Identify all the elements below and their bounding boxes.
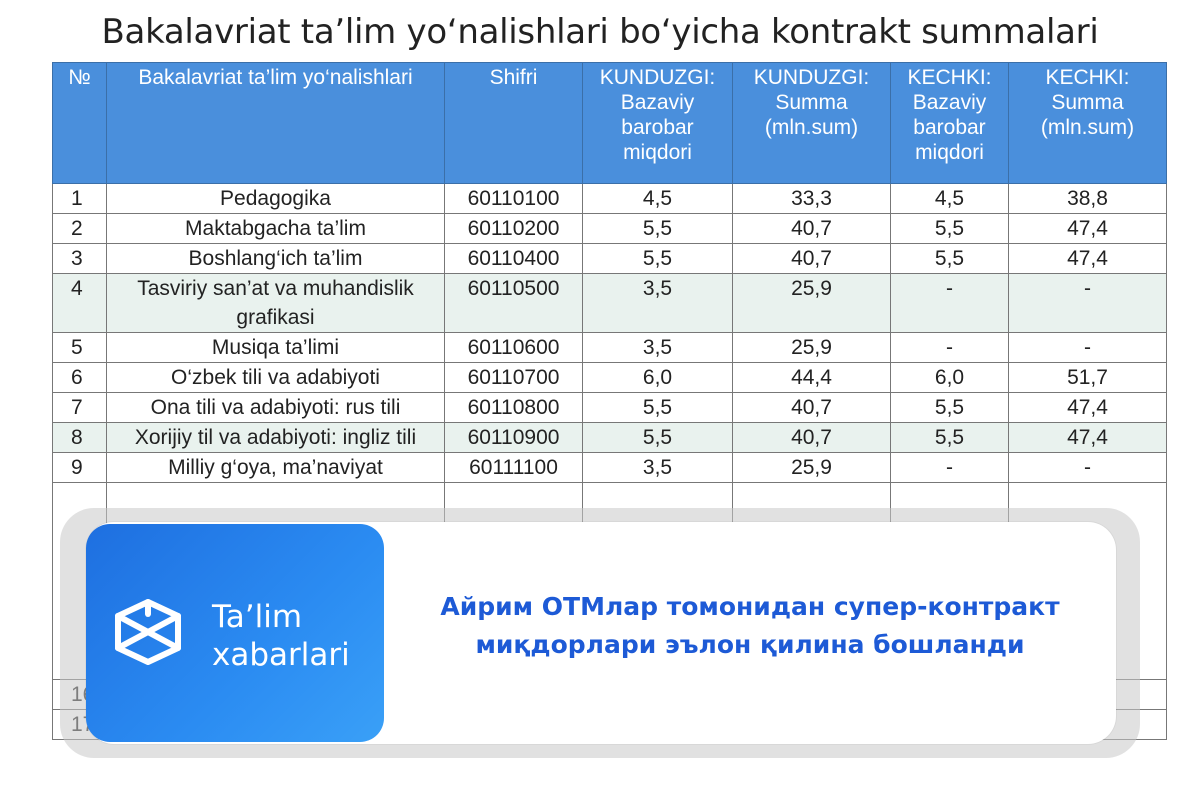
evening-base: -	[891, 333, 1009, 363]
day-base: 3,5	[583, 274, 733, 333]
evening-sum: 51,7	[1009, 363, 1167, 393]
program-name: Maktabgacha ta’lim	[107, 214, 445, 244]
program-name: Musiqa ta’limi	[107, 333, 445, 363]
row-number: 6	[53, 363, 107, 393]
program-name: Boshlang‘ich ta’lim	[107, 244, 445, 274]
row-number: 7	[53, 393, 107, 423]
evening-base: -	[891, 274, 1009, 333]
evening-sum: 47,4	[1009, 423, 1167, 453]
day-sum: 40,7	[733, 214, 891, 244]
evening-sum: 47,4	[1009, 244, 1167, 274]
header-cell: KUNDUZGI: Summa (mln.sum)	[733, 63, 891, 184]
brand-name	[212, 598, 350, 674]
evening-base: 5,5	[891, 214, 1009, 244]
program-code: 60110900	[445, 423, 583, 453]
row-number: 4	[53, 274, 107, 333]
day-base: 3,5	[583, 453, 733, 483]
row-number: 8	[53, 423, 107, 453]
evening-base: 6,0	[891, 363, 1009, 393]
header-cell: №	[53, 63, 107, 184]
evening-sum: -	[1009, 453, 1167, 483]
program-code: 60110700	[445, 363, 583, 393]
day-base: 6,0	[583, 363, 733, 393]
evening-base: 5,5	[891, 244, 1009, 274]
program-code: 60111100	[445, 453, 583, 483]
evening-sum: -	[1009, 274, 1167, 333]
evening-base: 5,5	[891, 393, 1009, 423]
table-row	[53, 274, 1167, 333]
evening-base: 4,5	[891, 184, 1009, 214]
header-cell: KECHKI: Summa (mln.sum)	[1009, 63, 1167, 184]
evening-base: 5,5	[891, 423, 1009, 453]
evening-sum: 38,8	[1009, 184, 1167, 214]
page-title: Bakalavriat ta’lim yo‘nalishlari bo‘yicha kontrakt summalari	[101, 12, 1099, 52]
program-name: Milliy g‘oya, ma’naviyat	[107, 453, 445, 483]
program-code: 60110400	[445, 244, 583, 274]
program-name: Pedagogika	[107, 184, 445, 214]
day-base: 5,5	[583, 423, 733, 453]
day-base: 3,5	[583, 333, 733, 363]
evening-base: -	[891, 453, 1009, 483]
brand-line2: xabarlari	[212, 637, 350, 673]
brand-logo	[86, 524, 384, 742]
day-base: 5,5	[583, 244, 733, 274]
header-cell: Bakalavriat ta’lim yo‘nalishlari	[107, 63, 445, 184]
news-headline	[400, 588, 1100, 664]
day-sum: 25,9	[733, 274, 891, 333]
table-row	[53, 453, 1167, 483]
day-sum: 40,7	[733, 423, 891, 453]
brand-line1: Ta’lim	[212, 599, 303, 635]
day-sum: 40,7	[733, 244, 891, 274]
program-code: 60110100	[445, 184, 583, 214]
evening-sum: 47,4	[1009, 393, 1167, 423]
row-number: 2	[53, 214, 107, 244]
table-row	[53, 244, 1167, 274]
table-row	[53, 333, 1167, 363]
row-number: 1	[53, 184, 107, 214]
program-code: 60110600	[445, 333, 583, 363]
program-name: Ona tili va adabiyoti: rus tili	[107, 393, 445, 423]
headline-line1: Айрим ОТМлар томонидан супер-контракт	[440, 592, 1060, 621]
program-code: 60110800	[445, 393, 583, 423]
program-name: Xorijiy til va adabiyoti: ingliz tili	[107, 423, 445, 453]
table-row	[53, 363, 1167, 393]
cube-icon	[110, 594, 186, 670]
headline-line2: миқдорлари эълон қилина бошланди	[475, 630, 1025, 659]
program-code: 60110200	[445, 214, 583, 244]
day-sum: 44,4	[733, 363, 891, 393]
table-row	[53, 393, 1167, 423]
day-sum: 33,3	[733, 184, 891, 214]
row-number: 3	[53, 244, 107, 274]
day-sum: 25,9	[733, 453, 891, 483]
day-base: 5,5	[583, 393, 733, 423]
row-number: 9	[53, 453, 107, 483]
evening-sum: 47,4	[1009, 214, 1167, 244]
table-header-row	[53, 63, 1167, 184]
header-cell: KECHKI: Bazaviy barobar miqdori	[891, 63, 1009, 184]
day-base: 4,5	[583, 184, 733, 214]
program-name: O‘zbek tili va adabiyoti	[107, 363, 445, 393]
day-sum: 40,7	[733, 393, 891, 423]
program-code: 60110500	[445, 274, 583, 333]
day-sum: 25,9	[733, 333, 891, 363]
table-row	[53, 423, 1167, 453]
table-row	[53, 184, 1167, 214]
day-base: 5,5	[583, 214, 733, 244]
header-cell: KUNDUZGI: Bazaviy barobar miqdori	[583, 63, 733, 184]
evening-sum: -	[1009, 333, 1167, 363]
table-row	[53, 214, 1167, 244]
header-cell: Shifri	[445, 63, 583, 184]
program-name: Tasviriy san’at va muhandislik grafikasi	[107, 274, 445, 333]
row-number: 5	[53, 333, 107, 363]
